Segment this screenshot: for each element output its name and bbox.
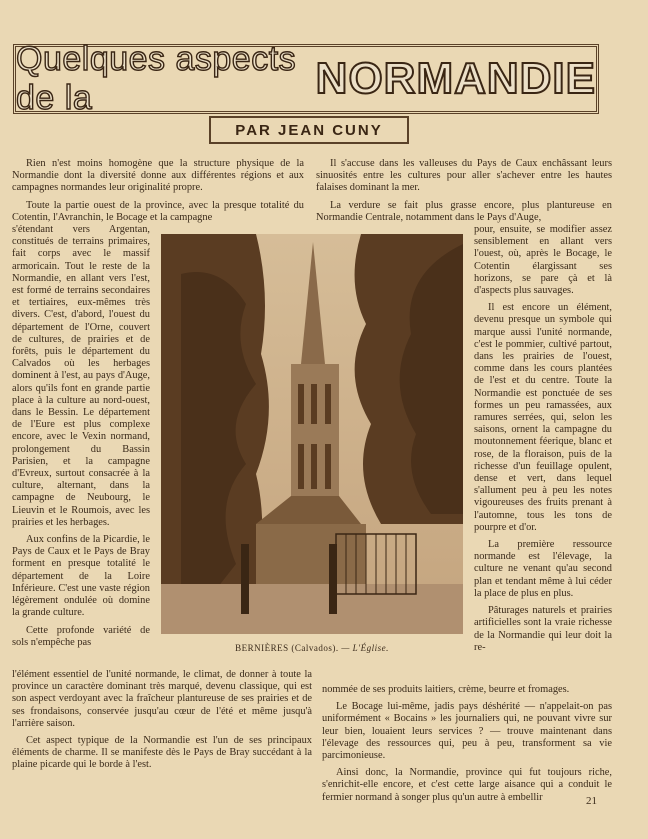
column-top-left [12, 158, 304, 229]
caption-place: BERNIÈRES (Calvados). [235, 643, 339, 653]
paragraph: Il s'accuse dans les valleuses du Pays de Caux enchâssant leurs sinuosités entre les cultures pour aller s'achever entre les hautes falaises dominant la mer. [316, 158, 612, 194]
paragraph: La verdure se fait plus grasse encore, plus plantureuse en Normandie Centrale, notamment dans le Pays d'Auge, [316, 199, 612, 223]
paragraph: pour, ensuite, se modifier assez sensiblement en allant vers l'ouest, où, après le Bocage, le Cotentin élargissant ses horizons, se pare çà et là d'aspects plus sauvages. [474, 224, 612, 297]
paragraph: Pâturages naturels et prairies artificielles sont la vraie richesse de la Normandie qui leur doit la re- [474, 605, 612, 653]
paragraph: Il est encore un élément, devenu presque un symbole qui marque aussi l'unité normande, c'est le pommier, cultivé partout, dans les prairies de l'ouest, comme dans les cours plantées de l'est et du centre. Toute la Normandie est ponctuée de ses formes un peu ramassées, aux ramures serrées, qui, selon les saisons, ornent la campagne du moutonnement féerique, blanc et rose, de la floraison, puis de la richesse d'un feuillage opulent, dense et vert, dans lequel s'allument peu à peu les notes vigoureuses des fruits prenant à l'automne, tous les tons de pourpre et d'or. [474, 302, 612, 533]
paragraph: nommée de ses produits laitiers, crème, beurre et fromages. [322, 684, 570, 695]
column-top-right [316, 158, 612, 229]
paragraph: s'étendant vers Argentan, constitués de terrains primaires, fait corps avec le massif armoricain. Tout le reste de la Normandie, en allant vers l'est, est formé de terrains secondaires et tertiaires, eux-mêmes très divers. C'est, d'abord, l'ouest du département de l'Orne, couvert de cultures, de prairies et de forêts, puis le département du Calvados où les herbages dominent à l'est, au pays d'Auge, alors qu'ils font en grande partie place à la culture au nord-ouest, dans le Bessin. Le département de l'Eure est plus complexe encore, avec le Vexin normand, prolongement du Bassin Parisien, et la campagne d'Evreux, surtout consacrée à la culture, alternant, dans la campagne de Neubourg, le Lieuvin et le Roumois, avec les prairies et les herbages. [12, 224, 150, 528]
caption-subject: — L'Église. [341, 643, 389, 653]
paragraph: Cette profonde variété de sols n'empêche pas [12, 624, 150, 648]
paragraph: Le Bocage lui-même, jadis pays déshérité — n'appelait-on pas uniformément « Bocains » les journaliers qui, ne pouvant vivre sur leur bien, louaient leurs services ? — trouve maintenant dans l'élevage des ressources qui, peu à peu, transforment sa vie parcimonieuse. [322, 701, 612, 762]
paragraph: La première ressource normande est l'élevage, la culture ne venant qu'au second plan et tendant même à lui céder la place de plus en plus. [474, 539, 612, 599]
column-bottom-left [12, 669, 312, 777]
page-number: 21 [586, 795, 597, 807]
paragraph: Aux confins de la Picardie, le Pays de Caux et le Pays de Bray forment en presque totalité le département de la Loire Inférieure. C'est une vaste région légèrement ondulée où domine la grande culture. [12, 534, 150, 619]
photo-caption [161, 643, 463, 653]
paragraph: l'élément essentiel de l'unité normande, le climat, de donner à toute la province un caractère dominant très marqué, devenu classique, qui est son aspect verdoyant avec la fraîcheur plantureuse de ses prairies et de ses frondaisons, conservée jusqu'au cœur de l'été et même jusqu'à l'arrière saison. [12, 669, 312, 729]
church-photograph [161, 234, 463, 634]
title-main: NORMANDIE [315, 54, 596, 103]
column-bottom-right [322, 684, 612, 809]
paragraph: Cet aspect typique de la Normandie est l'un de ses principaux éléments de charme. Il se manifeste dès le Pays de Bray succédant à la plaine picarde qui le borde à l'est. [12, 735, 312, 771]
title-prefix: Quelques aspects de la [16, 40, 297, 117]
column-right-narrow [474, 224, 612, 659]
article-title-frame [13, 40, 599, 117]
paragraph: Toute la partie ouest de la province, avec la presque totalité du Cotentin, l'Avranchin, le Bocage et la campagne [12, 199, 304, 223]
church-photo-illustration [161, 234, 463, 634]
byline: PAR JEAN CUNY [209, 116, 409, 144]
column-left-narrow [12, 224, 150, 654]
paragraph: Rien n'est moins homogène que la structure physique de la Normandie dont la diversité donne aux différentes régions et aux campagnes normandes leur originalité propre. [12, 158, 304, 194]
paragraph: Ainsi donc, la Normandie, province qui fut toujours riche, s'enrichit-elle encore, et c'est cette large aisance qui a conduit le fermier normand à songer plus qu'un autre à embellir [322, 767, 612, 803]
